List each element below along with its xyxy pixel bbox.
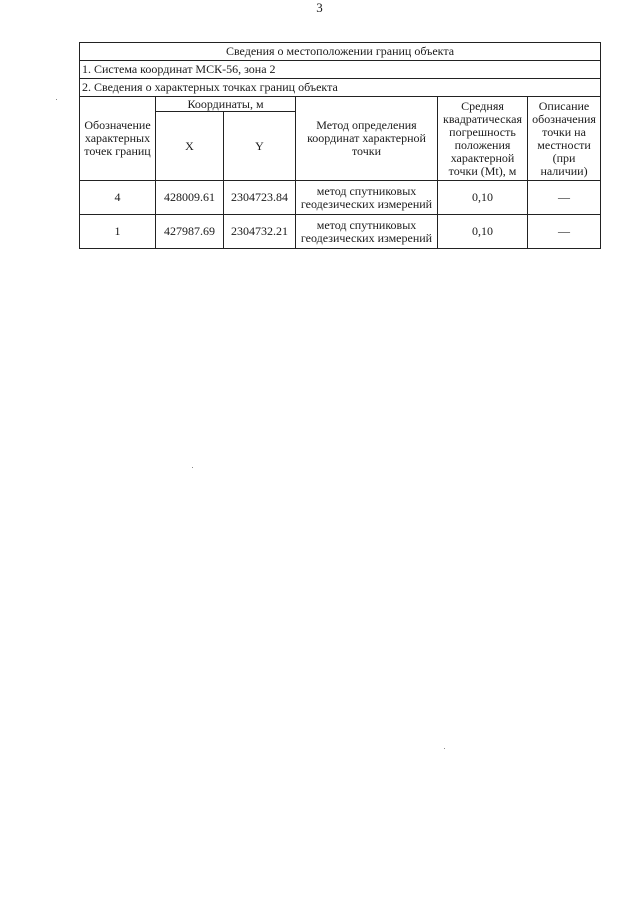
header-method: Метод определения координат характерной точки — [296, 97, 438, 181]
cell-x: 427987.69 — [156, 215, 224, 249]
points-section-row — [80, 79, 601, 97]
header-coordinates: Координаты, м — [156, 97, 296, 112]
cell-description: — — [528, 181, 601, 215]
header-y: Y — [224, 112, 296, 181]
coord-system-row — [80, 61, 601, 79]
scan-speck — [444, 748, 445, 749]
header-rmse: Средняя квадратическая погрешность положения характерной точки (Mt), м — [438, 97, 528, 181]
header-x: X — [156, 112, 224, 181]
cell-x: 428009.61 — [156, 181, 224, 215]
cell-point: 1 — [80, 215, 156, 249]
cell-y: 2304723.84 — [224, 181, 296, 215]
table-row — [80, 181, 601, 215]
cell-rmse: 0,10 — [438, 215, 528, 249]
header-description: Описание обозначения точки на местности (при наличии) — [528, 97, 601, 181]
page-number: 3 — [316, 0, 323, 15]
cell-description: — — [528, 215, 601, 249]
boundary-info-table — [79, 42, 601, 249]
cell-method: метод спутниковых геодезических измерений — [296, 215, 438, 249]
cell-y: 2304732.21 — [224, 215, 296, 249]
header-row-1 — [80, 97, 601, 112]
header-point-designation: Обозначение характерных точек границ — [80, 97, 156, 181]
cell-point: 4 — [80, 181, 156, 215]
cell-rmse: 0,10 — [438, 181, 528, 215]
points-section: 2. Сведения о характерных точках границ объекта — [80, 79, 601, 97]
scan-speck — [56, 99, 57, 100]
table-title: Сведения о местоположении границ объекта — [80, 43, 601, 61]
table-row — [80, 215, 601, 249]
coord-system: 1. Система координат МСК-56, зона 2 — [80, 61, 601, 79]
cell-method: метод спутниковых геодезических измерений — [296, 181, 438, 215]
table-title-row — [80, 43, 601, 61]
scan-speck — [192, 467, 193, 468]
